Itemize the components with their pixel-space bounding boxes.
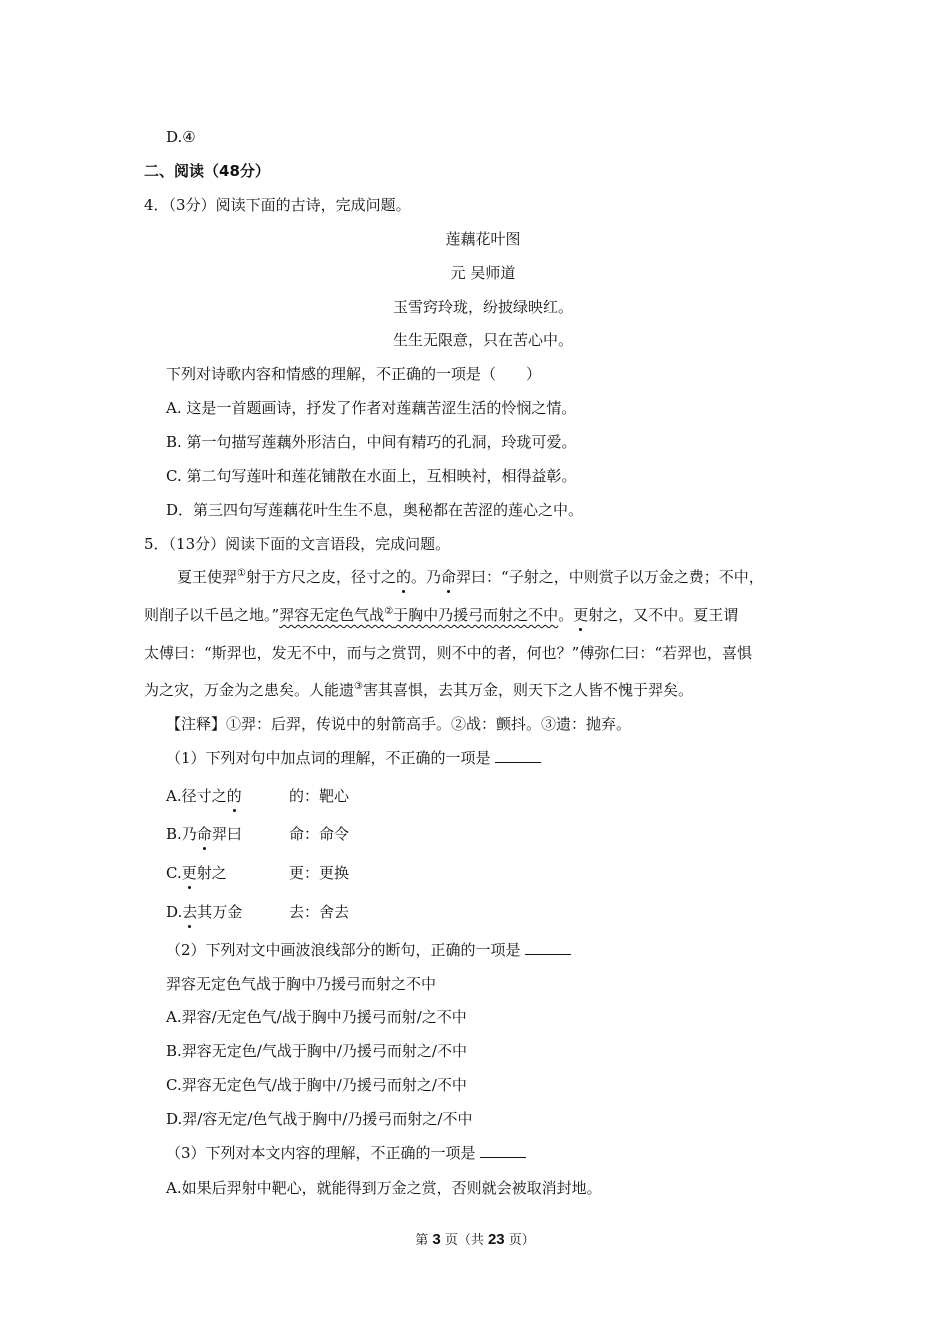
dotted-word: 去 xyxy=(182,903,198,921)
total-pages: 23 xyxy=(487,1231,505,1248)
q4-stem: 4．（3分）阅读下面的古诗，完成问题。 xyxy=(144,196,411,214)
current-page-number: 3 xyxy=(432,1231,441,1248)
answer-blank xyxy=(495,748,541,763)
sub1-question: （1）下列对句中加点词的理解，不正确的一项是 xyxy=(166,748,541,768)
sub2-option-d: D.羿/容无定/色气战于胸中/乃援弓而射之/不中 xyxy=(166,1110,473,1128)
sub1-option-a: A.径寸之的 的：靶心 xyxy=(166,787,350,805)
sub1-option-c: C.更射之 更：更换 xyxy=(166,864,350,882)
sub3-question: （3）下列对本文内容的理解，不正确的一项是 xyxy=(166,1143,526,1163)
poem-author: 元 吴师道 xyxy=(450,264,516,282)
wavy-underline-sentence: 羿容无定色气战②于胸中乃援弓而射之不中 xyxy=(279,606,559,624)
sub3-option-a: A.如果后羿射中靶心，就能得到万金之赏，否则就会被取消封地。 xyxy=(166,1179,602,1197)
answer-blank xyxy=(525,940,571,955)
dotted-word: 的 xyxy=(396,568,412,586)
sub2-option-b: B.羿容无定色/气战于胸中/乃援弓而射之/不中 xyxy=(166,1042,467,1060)
q4-option-c: C. 第二句写莲叶和莲花铺散在水面上，互相映衬，相得益彰。 xyxy=(166,467,577,485)
sub1-option-d: D.去其万金 去：舍去 xyxy=(166,903,350,921)
q4-option-a: A. 这是一首题画诗，抒发了作者对莲藕苦涩生活的怜悯之情。 xyxy=(166,399,577,417)
sub2-option-c: C.羿容无定色气/战于胸中/乃援弓而射之/不中 xyxy=(166,1076,467,1094)
dotted-word: 的 xyxy=(226,787,242,805)
poem-line-2: 生生无限意，只在苦心中。 xyxy=(392,331,573,349)
passage-line-1: 夏王使羿①射于方尺之皮，径寸之的。乃命羿曰：“子射之，中则赏子以万金之费；不中， xyxy=(177,568,764,586)
section-title: 二、阅读（48分） xyxy=(144,162,270,180)
dotted-word: 更 xyxy=(181,864,197,882)
prev-option-d: D.④ xyxy=(166,128,196,146)
dotted-word: 更 xyxy=(573,606,589,624)
poem-title: 莲藕花叶图 xyxy=(445,230,521,248)
page-footer: 第 3 页（共 23 页） xyxy=(415,1231,535,1248)
answer-blank xyxy=(480,1143,526,1158)
sub2-option-a: A.羿容/无定色气/战于胸中乃援弓而射/之不中 xyxy=(166,1008,467,1026)
dotted-word: 命 xyxy=(441,568,457,586)
sub2-sentence: 羿容无定色气战于胸中乃援弓而射之不中 xyxy=(166,975,437,993)
passage-line-4: 为之灾，万金为之患矣。人能遗③害其喜惧，去其万金，则天下之人皆不愧于羿矣。 xyxy=(144,681,693,699)
q5-stem: 5．（13分）阅读下面的文言语段，完成问题。 xyxy=(144,535,451,553)
q4-option-b: B. 第一句描写莲藕外形洁白，中间有精巧的孔洞，玲珑可爱。 xyxy=(166,433,577,451)
q4-question: 下列对诗歌内容和情感的理解，不正确的一项是（ ） xyxy=(166,365,542,383)
sub1-option-b: B.乃命羿曰 命：命令 xyxy=(166,825,350,843)
poem-line-1: 玉雪窍玲珑，纷披绿映红。 xyxy=(392,298,573,316)
passage-line-3: 太傅曰：“斯羿也，发无不中，而与之赏罚，则不中的者，何也？”傅弥仁曰：“若羿也，喜惧 xyxy=(144,644,753,662)
sub2-question: （2）下列对文中画波浪线部分的断句，正确的一项是 xyxy=(166,940,571,960)
dotted-word: 命 xyxy=(196,825,212,843)
annotation-note: 【注释】①羿：后羿，传说中的射箭高手。②战：颤抖。③遗：抛弃。 xyxy=(166,715,632,733)
q4-option-d: D．第三四句写莲藕花叶生生不息，奥秘都在苦涩的莲心之中。 xyxy=(166,501,584,519)
passage-line-2: 则削子以千邑之地。”羿容无定色气战②于胸中乃援弓而射之不中。更射之，又不中。夏王谓 xyxy=(144,606,739,624)
